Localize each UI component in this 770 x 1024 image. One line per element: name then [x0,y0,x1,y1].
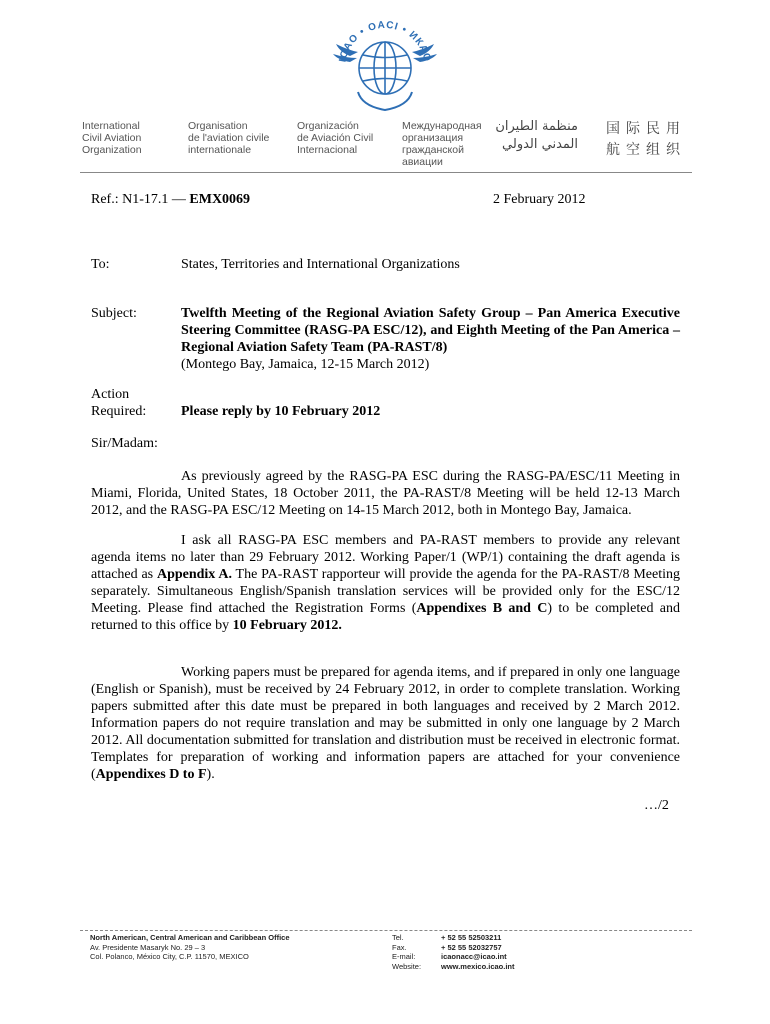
footer-tel: + 52 55 52503211 [441,933,502,942]
footer-office-name: North American, Central American and Caribbean Office [90,933,290,942]
header-divider [80,172,692,173]
appendixes-d-f-ref: Appendixes D to F [95,767,207,782]
letter-date: 2 February 2012 [493,192,586,207]
reference-line: Ref.: N1-17.1 — EMX0069 [91,192,251,207]
footer-website-link[interactable]: www.mexico.icao.int [441,961,515,971]
footer-contact-values [441,933,515,971]
svg-text:ICAO • OACI • ИКАО: ICAO • OACI • ИКАО [337,19,433,64]
action-required-value: Please reply by 10 February 2012 [181,404,381,419]
globe-icon [359,42,411,94]
paragraph-1: As previously agreed by the RASG-PA ESC during the RASG-PA/ESC/11 Meeting in Miami, Florida, United States, 18 October 2011, the PA-RAST/8 Meeting will be held 12-13 March 2012, and the RASG-PA ESC/12 Meeting on 14-15 March 2012, both in Montego Bay, Jamaica. [91,469,680,518]
appendixes-b-c-ref: Appendixes B and C [416,601,548,616]
org-name-french: Organisation de l'aviation civile internationale [188,120,270,156]
footer-email-link[interactable]: icaonacc@icao.int [441,952,507,961]
footer-divider [80,930,692,931]
org-name-spanish: Organización de Aviación Civil Internacional [297,120,374,156]
subject-title: Twelfth Meeting of the Regional Aviation Safety Group – Pan America Executive Steering Committee (RASG-PA ESC/12), and Eighth Meeting of the Pan America – Regional Aviation Safety Team (PA-RAST/8) [181,306,680,355]
action-label: Action Required: [91,387,147,419]
footer-fax: + 52 55 52032757 [441,942,502,952]
icao-logo [300,10,470,120]
footer-contact-labels: Tel. Fax. E-mail: Website: [392,933,422,971]
to-value: States, Territories and International Organizations [181,257,460,272]
org-name-russian: Международная организация гражданской авиации [402,120,482,168]
salutation: Sir/Madam: [91,436,158,451]
appendix-a-ref: Appendix A. [156,567,232,582]
footer-address: North American, Central American and Caribbean Office Av. Presidente Masaryk No. 29 – 3 Col. Polanco, México City, C.P. 11570, MEXICO [90,933,290,961]
org-name-english: International Civil Aviation Organization [82,120,142,156]
reference-code: EMX0069 [189,192,251,207]
paragraph-3: Working papers must be prepared for agenda items, and if prepared in only one language (English or Spanish), must be received by 24 February 2012, in order to complete translation. Working papers submitted after this date must be prepared in both languages and received by 2 March 2012. Information papers do not require translation and may be submitted in only one language by 2 March 2012. All documentation submitted for translation and distribution must be received in electronic format. Templates for preparation of working and information papers are attached for your convenience (Appendixes D to F). [91,665,680,782]
org-name-chinese: 国际民用 航空组织 [606,121,686,158]
deadline-date: 10 February 2012. [232,618,342,633]
org-name-arabic: منظمة الطيران المدني الدولي [495,119,578,152]
subject-label: Subject: [91,306,137,321]
paragraph-2: I ask all RASG-PA ESC members and PA-RAST members to provide any relevant agenda items no later than 29 February 2012. Working Paper/1 (WP/1) containing the draft agenda is attached as Appendix A. The PA-RAST rapporteur will provide the agenda for the PA-RAST/8 Meeting separately. Simultaneous English/Spanish translation services will be provided only for the ESC/12 Meeting. Please find attached the Registration Forms (Appendixes B and C) to be completed and returned to this office by 10 February 2012. [91,533,681,633]
subject-place-date: (Montego Bay, Jamaica, 12-15 March 2012) [181,357,430,372]
page-continuation: …/2 [644,798,669,813]
to-label: To: [91,257,110,272]
